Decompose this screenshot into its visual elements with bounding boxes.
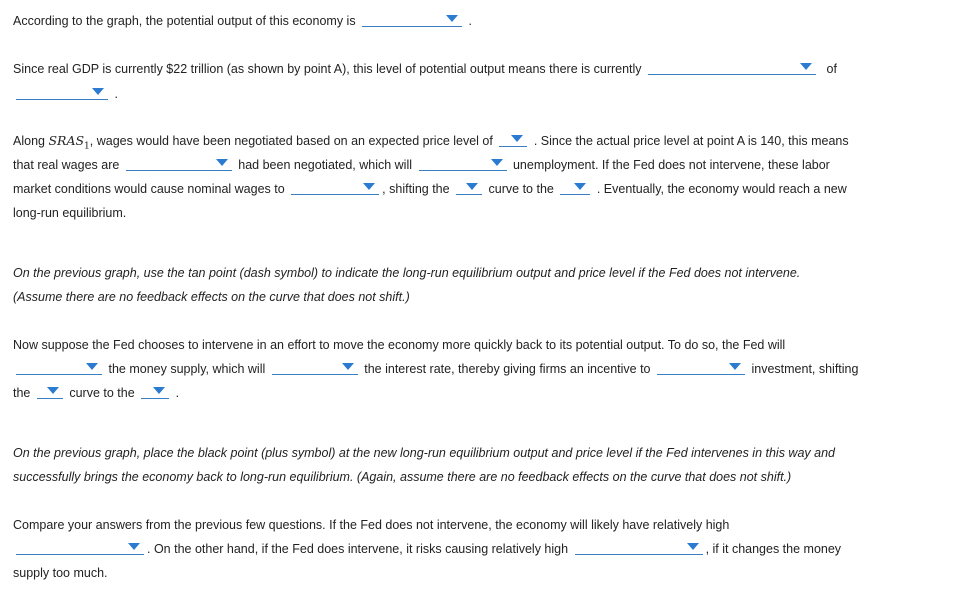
interest-rate-dropdown[interactable] xyxy=(272,360,358,375)
question-sras-line3: market conditions would cause nominal wages to , shifting the curve to the . Eventually, the economy would reach a new xyxy=(13,182,847,196)
triangle-down-icon xyxy=(92,88,104,95)
no-intervention-outcome-dropdown[interactable] xyxy=(16,540,144,555)
instruction-tan-point: On the previous graph, use the tan point (dash symbol) to indicate the long-run equilibrium output and price level if the Fed does not intervene. xyxy=(13,266,801,280)
triangle-down-icon xyxy=(86,363,98,370)
triangle-down-icon xyxy=(128,543,140,550)
q1-text: According to the graph, the potential output of this economy is xyxy=(13,14,356,28)
nominal-wages-dropdown[interactable] xyxy=(291,180,379,195)
money-supply-dropdown[interactable] xyxy=(16,360,102,375)
question-compare-line2: . On the other hand, if the Fed does intervene, it risks causing relatively high , if it changes the money xyxy=(16,537,946,561)
instruction-black-point-line2: successfully brings the economy back to long-run equilibrium. (Again, assume there are no feedback effects on the curve that does not shift.) xyxy=(13,470,792,484)
triangle-down-icon xyxy=(466,183,478,190)
triangle-down-icon xyxy=(446,15,458,22)
investment-dropdown[interactable] xyxy=(657,360,745,375)
question-fed-intervention-line2: the money supply, which will the interest rate, thereby giving firms an incentive to investment, shifting xyxy=(16,357,946,381)
triangle-down-icon xyxy=(216,159,228,166)
fed-shift-direction-dropdown[interactable] xyxy=(141,384,169,399)
shifting-curve-dropdown[interactable] xyxy=(456,180,482,195)
fed-shift-curve-dropdown[interactable] xyxy=(37,384,63,399)
question-sras-line2: that real wages are had been negotiated, which will unemployment. If the Fed does not intervene, these labor xyxy=(13,158,830,172)
triangle-down-icon xyxy=(511,135,523,142)
triangle-down-icon xyxy=(574,183,586,190)
triangle-down-icon xyxy=(342,363,354,370)
triangle-down-icon xyxy=(687,543,699,550)
question-gap-line2: . xyxy=(16,82,946,106)
question-compare: Compare your answers from the previous few questions. If the Fed does not intervene, the economy will likely have relatively high xyxy=(13,518,730,532)
question-gap: Since real GDP is currently $22 trillion (as shown by point A), this level of potential output means there is currently of xyxy=(13,62,837,76)
expected-price-dropdown[interactable] xyxy=(499,132,527,147)
gap-amount-dropdown[interactable] xyxy=(16,85,108,100)
triangle-down-icon xyxy=(47,387,59,394)
potential-output-dropdown[interactable] xyxy=(362,12,462,27)
real-wages-dropdown[interactable] xyxy=(126,156,232,171)
question-sras-line4: long-run equilibrium. xyxy=(13,206,127,220)
instruction-tan-point-line2: (Assume there are no feedback effects on the curve that does not shift.) xyxy=(13,290,410,304)
triangle-down-icon xyxy=(363,183,375,190)
intervention-risk-dropdown[interactable] xyxy=(575,540,703,555)
triangle-down-icon xyxy=(153,387,165,394)
question-potential-output: According to the graph, the potential output of this economy is . xyxy=(13,14,473,28)
sras-label: $SRAS_1$ xyxy=(48,133,90,152)
shift-direction-dropdown[interactable] xyxy=(560,180,590,195)
gap-type-dropdown[interactable] xyxy=(648,60,816,75)
triangle-down-icon xyxy=(729,363,741,370)
unemployment-effect-dropdown[interactable] xyxy=(419,156,507,171)
question-fed-intervention-line3: the curve to the . xyxy=(13,386,180,400)
instruction-black-point: On the previous graph, place the black point (plus symbol) at the new long-run equilibrium output and price level if the Fed intervenes in this way and xyxy=(13,446,835,460)
triangle-down-icon xyxy=(800,63,812,70)
triangle-down-icon xyxy=(491,159,503,166)
question-fed-intervention: Now suppose the Fed chooses to intervene in an effort to move the economy more quickly back to its potential output. To do so, the Fed will xyxy=(13,338,786,352)
question-compare-line3: supply too much. xyxy=(13,566,108,580)
question-sras: Along $SRAS_1$, wages would have been negotiated based on an expected price level of . Since the actual price level at point A is 140, this means xyxy=(13,133,849,152)
